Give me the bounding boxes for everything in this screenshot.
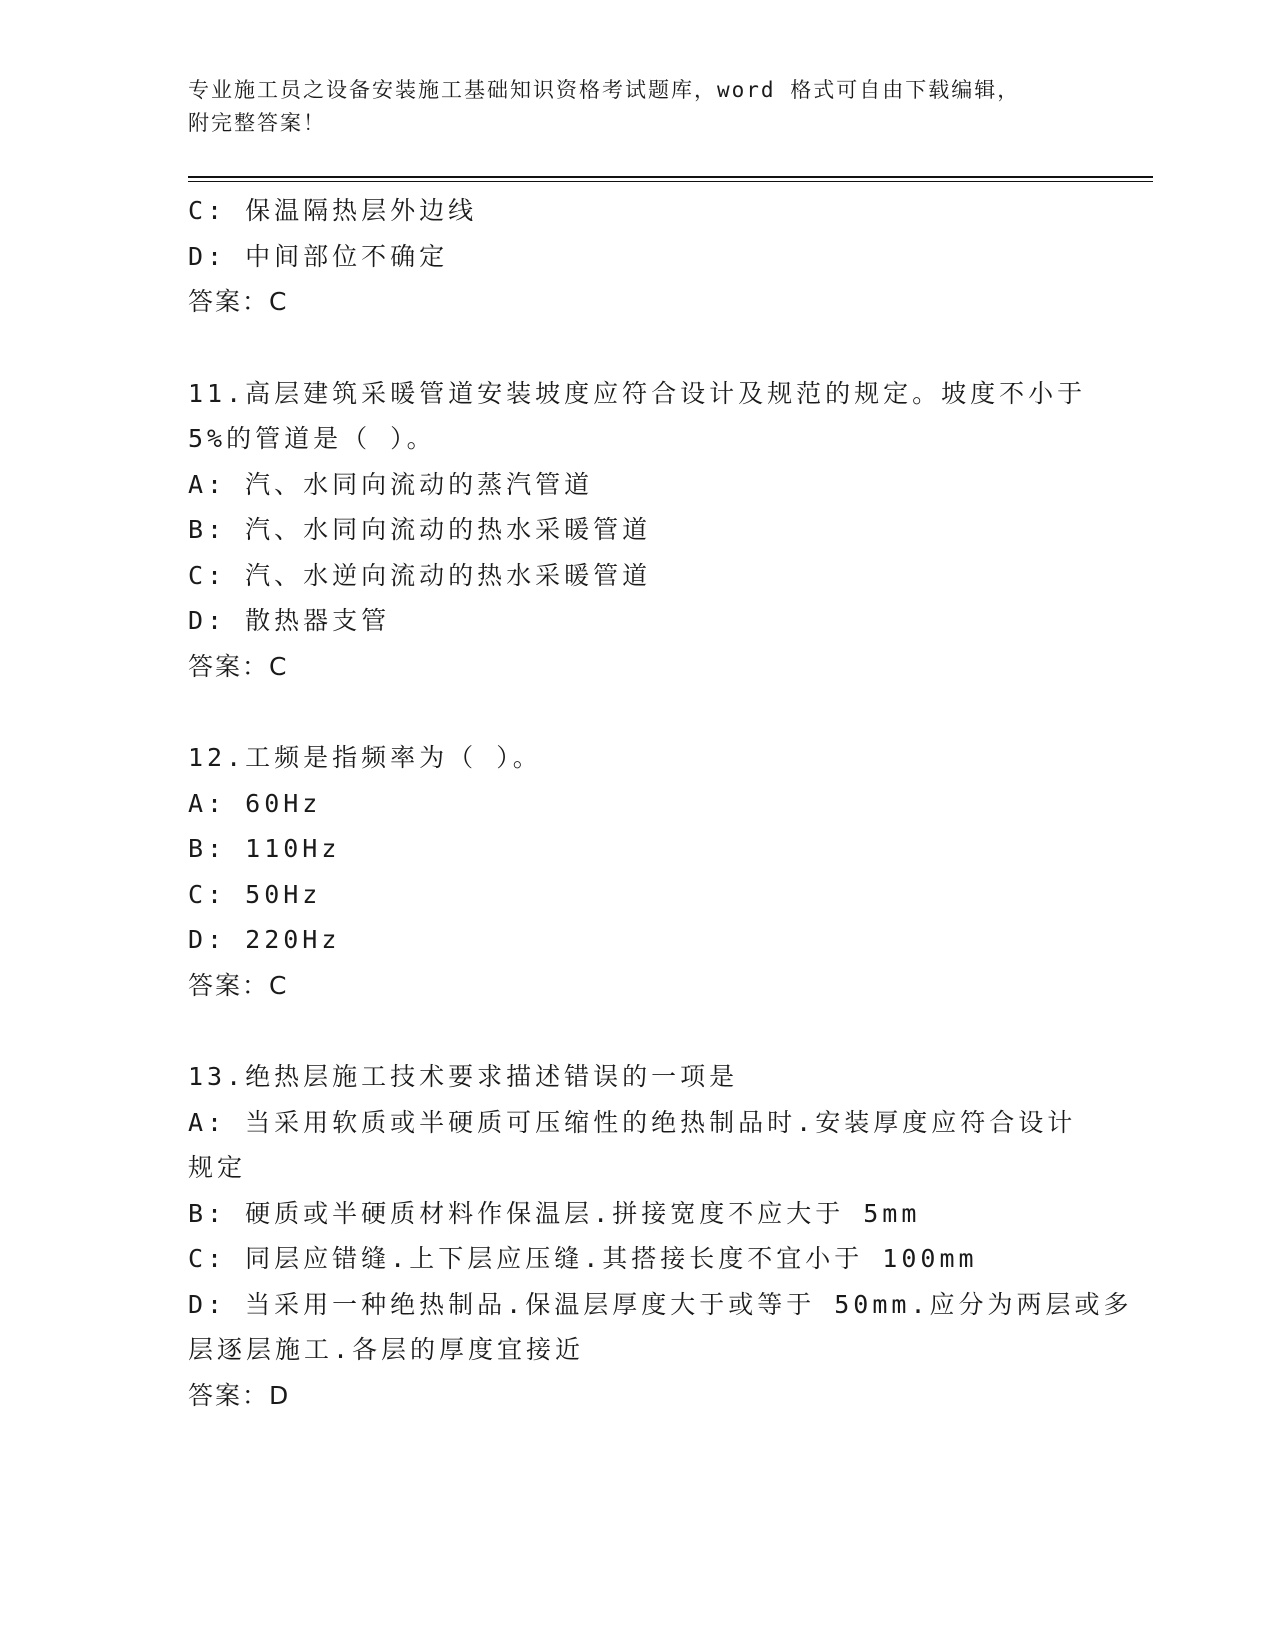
option-c: C: 同层应错缝.上下层应压缝.其搭接长度不宜小于 100mm — [188, 1244, 978, 1273]
question-stem-line: 13.绝热层施工技术要求描述错误的一项是 — [188, 1062, 739, 1091]
question-stem-line: 11.高层建筑采暖管道安装坡度应符合设计及规范的规定。坡度不小于 — [188, 378, 1087, 408]
option-c: C: 50Hz — [188, 879, 322, 909]
question-stem-line: 12.工频是指频率为（ ）。 — [188, 743, 542, 772]
header-line-2: 附完整答案！ — [188, 111, 326, 135]
question-11 — [188, 371, 1088, 690]
option-c: C: 保温隔热层外边线 — [188, 196, 478, 225]
document-header — [188, 74, 1088, 140]
spacer — [188, 325, 1088, 371]
option-b: B: 汽、水同向流动的热水采暖管道 — [188, 515, 652, 544]
header-line-1: 专业施工员之设备安装施工基础知识资格考试题库，word 格式可自由下载编辑， — [188, 78, 1021, 102]
option-b: B: 110Hz — [188, 834, 341, 863]
header-divider-thin — [188, 181, 1153, 182]
question-list — [188, 188, 1133, 1418]
spacer — [188, 689, 1088, 735]
question-12 — [188, 735, 1088, 1008]
option-b: B: 硬质或半硬质材料作保温层.拼接宽度不应大于 5mm — [188, 1198, 921, 1228]
option-d: D: 中间部位不确定 — [188, 241, 449, 271]
answer-line: 答案：C — [188, 651, 289, 681]
answer-line: 答案：C — [188, 970, 289, 1000]
option-a: A: 当采用软质或半硬质可压缩性的绝热制品时.安装厚度应符合设计 — [188, 1107, 1077, 1137]
option-d: D: 散热器支管 — [188, 606, 391, 635]
option-c: C: 汽、水逆向流动的热水采暖管道 — [188, 560, 652, 590]
question-stem-line: 5%的管道是（ ）。 — [188, 424, 436, 453]
question-13 — [188, 1054, 1133, 1418]
option-a-continued: 规定 — [188, 1153, 247, 1182]
option-a: A: 汽、水同向流动的蒸汽管道 — [188, 469, 594, 499]
spacer — [188, 1008, 1088, 1054]
option-a: A: 60Hz — [188, 788, 322, 818]
option-d: D: 220Hz — [188, 925, 341, 954]
answer-line: 答案：D — [188, 1380, 291, 1410]
header-divider-thick — [188, 176, 1153, 178]
prev-question — [188, 188, 1088, 325]
answer-line: 答案：C — [188, 287, 289, 316]
option-d: D: 当采用一种绝热制品.保温层厚度大于或等于 50mm.应分为两层或多 — [188, 1289, 1133, 1319]
option-d-continued: 层逐层施工.各层的厚度宜接近 — [188, 1335, 585, 1364]
